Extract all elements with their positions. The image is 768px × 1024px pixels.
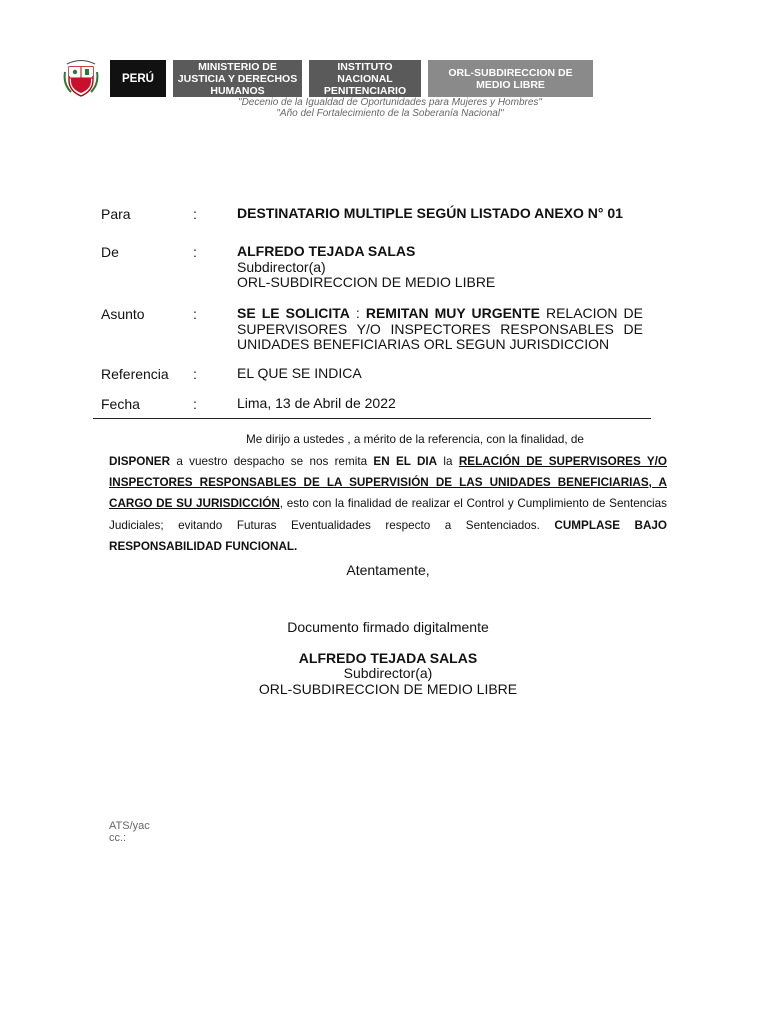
header-ministry-box: MINISTERIO DE JUSTICIA Y DERECHOS HUMANOS	[173, 60, 302, 97]
footer-cc: cc.:	[109, 832, 127, 844]
para-value: DESTINATARIO MULTIPLE SEGÚN LISTADO ANEXO N° 01	[237, 205, 623, 221]
asunto-subject: RELACION DE SUPERVISORES Y/O INSPECTORES RESPONSABLES DE UNIDADES BENEFICIARIAS ORL SEGUN JURISDICCION	[237, 305, 643, 352]
fecha-colon: :	[193, 396, 197, 412]
asunto-request: SE LE SOLICITA	[237, 305, 350, 321]
para-colon: :	[193, 206, 197, 222]
de-title: Subdirector(a)	[237, 259, 326, 275]
signer-name: ALFREDO TEJADA SALAS	[298, 650, 478, 666]
year-motto: "Año del Fortalecimiento de la Soberanía Nacional"	[276, 108, 504, 119]
fecha-value: Lima, 13 de Abril de 2022	[237, 395, 396, 411]
signer-office: ORL-SUBDIRECCION DE MEDIO LIBRE	[258, 681, 518, 697]
referencia-label: Referencia	[101, 366, 169, 382]
asunto-value	[237, 306, 643, 353]
peru-coat-of-arms-logo	[63, 58, 99, 98]
digital-signature-note: Documento firmado digitalmente	[287, 619, 489, 635]
header-country-box: PERÚ	[110, 60, 166, 97]
footer-initials: ATS/yac	[109, 820, 150, 832]
header-divider	[93, 418, 651, 419]
header-institute-box: INSTITUTO NACIONAL PENITENCIARIO	[309, 60, 421, 97]
body-text-1: a vuestro despacho se nos remita	[170, 455, 374, 468]
body-paragraph	[109, 451, 667, 557]
referencia-colon: :	[193, 366, 197, 382]
body-dispose: DISPONER	[109, 455, 171, 468]
fecha-label: Fecha	[101, 396, 140, 412]
referencia-value: EL QUE SE INDICA	[237, 365, 362, 381]
body-request-list: RELACIÓN DE SUPERVISORES Y/O INSPECTORES RESPONSABLES DE LA SUPERVISIÓN DE LAS UNIDADES BENEFICIARIAS, A CARGO DE SU JURISDICCIÓN	[109, 455, 668, 511]
coat-of-arms-icon	[63, 58, 99, 98]
de-colon: :	[193, 244, 197, 260]
body-compliance: CUMPLASE BAJO RESPONSABILIDAD FUNCIONAL.	[109, 518, 667, 553]
para-label: Para	[101, 206, 131, 222]
body-opening-line: Me dirijo a ustedes , a mérito de la referencia, con la finalidad, de	[246, 433, 584, 446]
de-name: ALFREDO TEJADA SALAS	[237, 243, 416, 259]
body-text-3: , esto con la finalidad de realizar el Control y Cumplimiento de Sentencias Judiciales; evitando Futuras Eventualidades respecto a Sentenciados.	[109, 497, 667, 532]
decade-motto: "Decenio de la Igualdad de Oportunidades para Mujeres y Hombres"	[238, 97, 542, 108]
de-label: De	[101, 244, 119, 260]
de-office: ORL-SUBDIRECCION DE MEDIO LIBRE	[237, 274, 496, 290]
asunto-label: Asunto	[101, 306, 145, 322]
closing-greeting: Atentamente,	[346, 562, 430, 578]
asunto-separator: :	[349, 305, 366, 321]
asunto-colon: :	[193, 306, 197, 322]
signer-title: Subdirector(a)	[343, 665, 433, 681]
body-today: EN EL DIA	[373, 455, 438, 468]
header-office-box: ORL-SUBDIRECCION DE MEDIO LIBRE	[428, 60, 593, 97]
body-text-2: la	[437, 455, 459, 468]
asunto-urgent: REMITAN MUY URGENTE	[365, 305, 540, 321]
